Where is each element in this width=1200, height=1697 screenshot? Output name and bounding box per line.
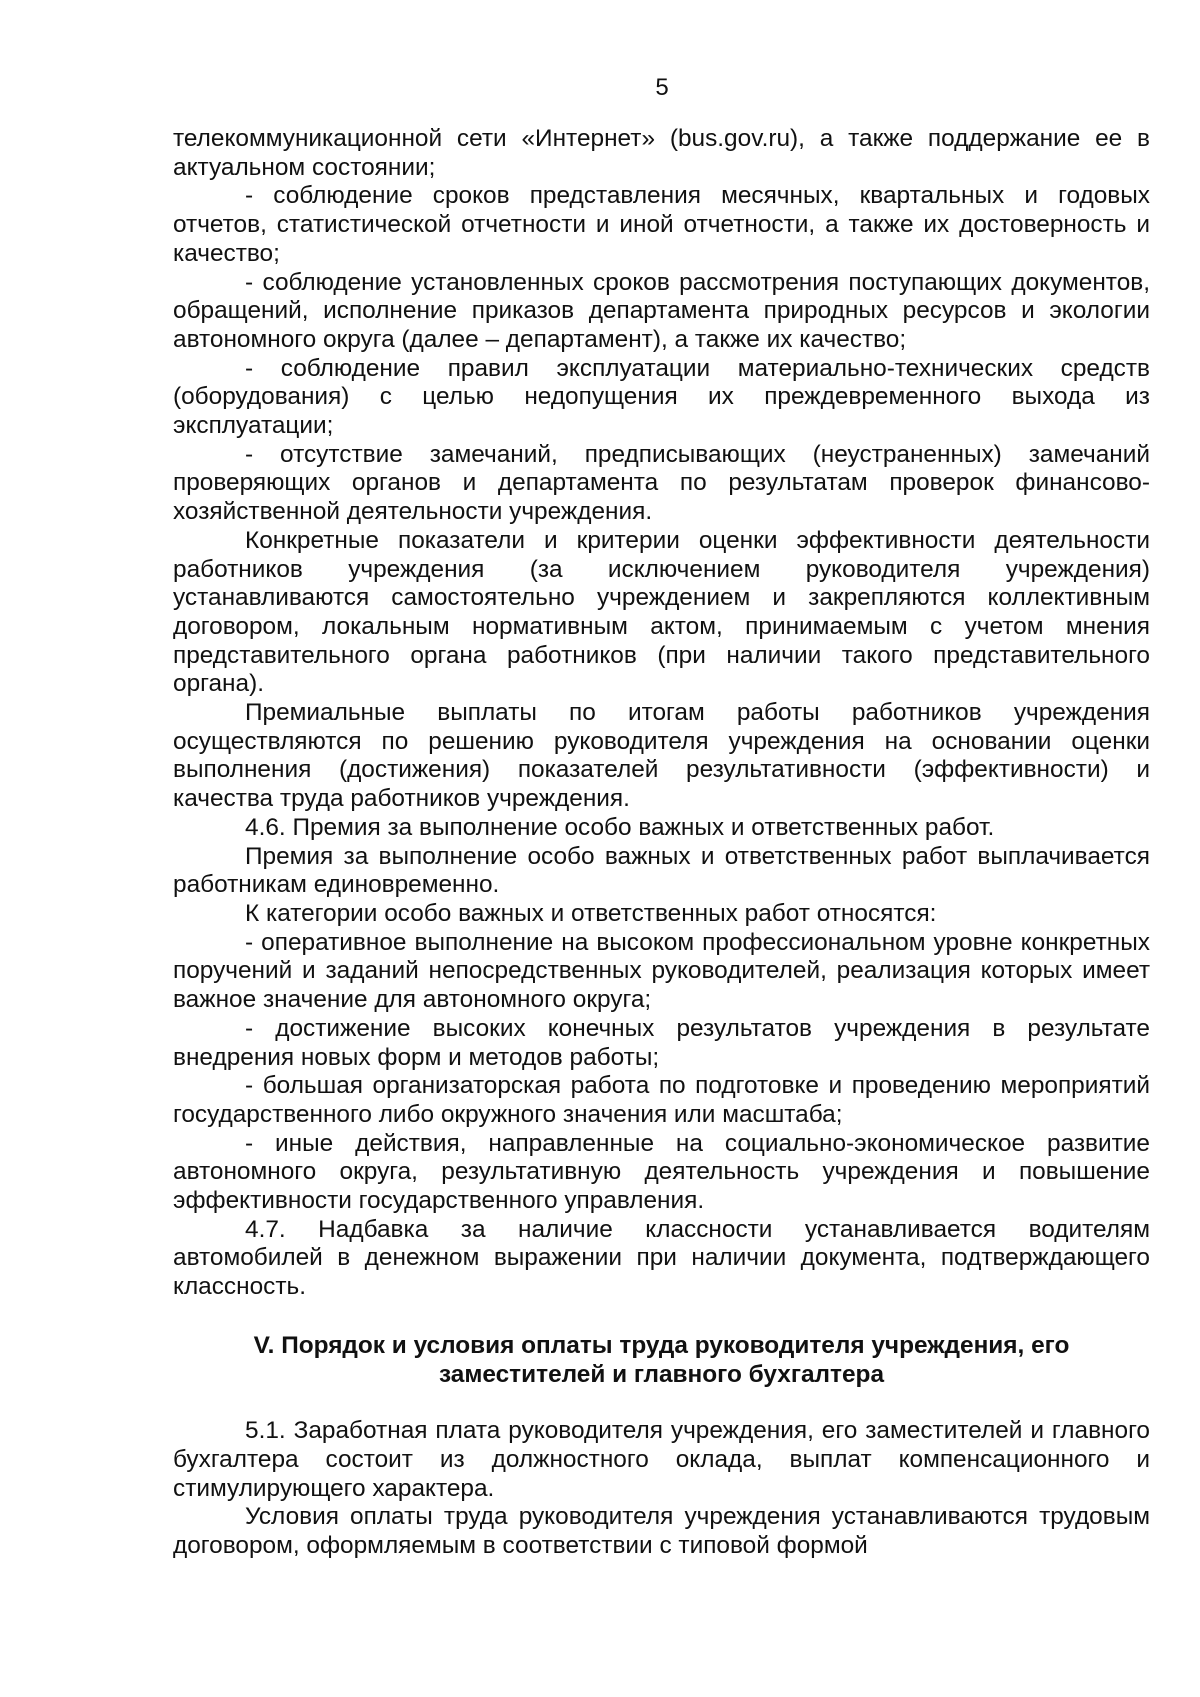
page-number: 5: [655, 74, 669, 101]
paragraph: 4.7. Надбавка за наличие классности устанавливается водителям автомобилей в денежном выражении при наличии документа, подтверждающего классность.: [173, 1215, 1150, 1301]
paragraph: К категории особо важных и ответственных работ относятся:: [245, 899, 937, 927]
list-item: - оперативное выполнение на высоком профессиональном уровне конкретных поручений и заданий непосредственных руководителей, реализация которых имеет важное значение для автономного округа;: [173, 928, 1150, 1014]
list-item: - соблюдение правил эксплуатации материально-технических средств (оборудования) с целью недопущения их преждевременного выхода из эксплуатации;: [173, 354, 1150, 440]
section-heading-line: V. Порядок и условия оплаты труда руководителя учреждения, его: [253, 1331, 1070, 1359]
section-heading: [173, 1332, 1150, 1389]
paragraph: 5.1. Заработная плата руководителя учреждения, его заместителей и главного бухгалтера состоит из должностного оклада, выплат компенсационного и стимулирующего характера.: [173, 1417, 1150, 1502]
list-item: - соблюдение сроков представления месячных, квартальных и годовых отчетов, статистической отчетности и иной отчетности, а также их достоверность и качество;: [173, 182, 1150, 267]
list-item: - достижение высоких конечных результатов учреждения в результате внедрения новых форм и методов работы;: [173, 1014, 1150, 1071]
document-body: [173, 125, 1150, 1561]
paragraph: Премиальные выплаты по итогам работы работников учреждения осуществляются по решению руководителя учреждения на основании оценки выполнения (достижения) показателей результативности (эффективности) и качества труда работников учреждения.: [173, 699, 1150, 813]
section-heading-line: заместителей и главного бухгалтера: [438, 1360, 885, 1388]
paragraph: Условия оплаты труда руководителя учреждения устанавливаются трудовым договором, оформляемым в соответствии с типовой формой: [173, 1503, 1150, 1560]
list-item: - соблюдение установленных сроков рассмотрения поступающих документов, обращений, исполнение приказов департамента природных ресурсов и экологии автономного округа (далее – департамент), а также их качество;: [173, 268, 1150, 353]
paragraph: телекоммуникационной сети «Интернет» (bus.gov.ru), а также поддержание ее в актуальном состоянии;: [173, 125, 1150, 181]
clause-heading: 4.6. Премия за выполнение особо важных и ответственных работ.: [245, 813, 995, 841]
list-item: - иные действия, направленные на социально-экономическое развитие автономного округа, результативную деятельность учреждения и повышение эффективности государственного управления.: [173, 1129, 1150, 1215]
paragraph: Конкретные показатели и критерии оценки эффективности деятельности работников учреждения (за исключением руководителя учреждения) устанавливаются самостоятельно учреждением и закрепляются коллективным договором, локальным нормативным актом, принимаемым с учетом мнения представительного органа работников (при наличии такого представительного органа).: [173, 526, 1150, 698]
list-item: - отсутствие замечаний, предписывающих (неустраненных) замечаний проверяющих органов и департамента по результатам проверок финансово-хозяйственной деятельности учреждения.: [173, 440, 1150, 526]
paragraph: Премия за выполнение особо важных и ответственных работ выплачивается работникам единовременно.: [173, 842, 1150, 899]
list-item: - большая организаторская работа по подготовке и проведению мероприятий государственного либо окружного значения или масштаба;: [173, 1072, 1150, 1128]
